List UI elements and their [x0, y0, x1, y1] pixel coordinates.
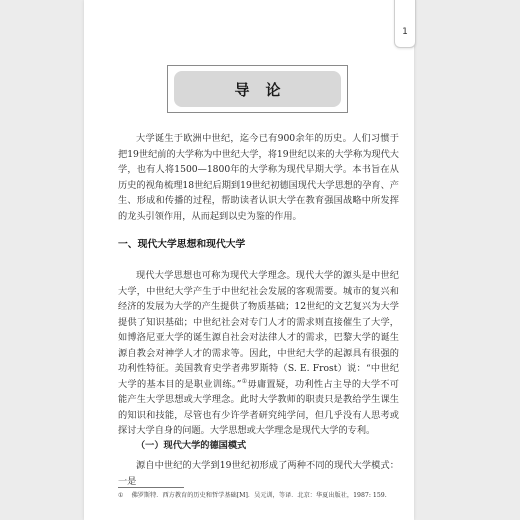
page-number-tab	[394, 0, 416, 48]
footnote-text: 佛罗斯特．西方教育的历史和哲学基础[M]．吴元训，等译．北京：华夏出版社，1987: 159.	[131, 492, 387, 499]
subsection-heading: （一）现代大学的德国模式	[136, 440, 247, 451]
footnote	[118, 491, 403, 500]
footnote-number: ①	[118, 492, 124, 499]
footnote-reference[interactable]: ①	[241, 377, 248, 385]
chapter-title-frame	[167, 65, 348, 113]
footnote-divider	[118, 487, 184, 488]
body-paragraph-1-part-a: 现代大学思想也可称为现代大学理念。现代大学的源头是中世纪大学，中世纪大学产生于中世纪社会发展的客观需要。城市的复兴和经济的发展为大学的产生提供了物质基础；12世纪的文艺复兴为大学提供了知识基础；中世纪社会对专门人才的需求则直接催生了大学，如博洛尼亚大学的诞生源自社会对法律人才的需求，巴黎大学的诞生源自教会对神学人才的需求等。因此，中世纪大学的起源具有很强的功利性特征。美国教育史学者弗罗斯特（S. E. Frost）说：“中世纪大学的基本目的是职业训练。”	[118, 270, 399, 390]
page-number: 1	[402, 27, 408, 37]
body-paragraph-1-part-b: 毋庸置疑，功利性占主导的大学不可能产生大学思想或大学理念。此时大学教师的职责只是教给学生课生的知识和技能，尽管也有少许学者研究纯学问，但几乎没有人思考或探讨大学自身的问题。大学思想或大学理念是现代大学的专利。	[118, 378, 399, 436]
body-paragraph-2: 源自中世纪的大学到19世纪初形成了两种不同的现代大学模式：一是	[118, 460, 399, 487]
chapter-title: 导论	[234, 80, 297, 99]
intro-paragraph: 大学诞生于欧洲中世纪，迄今已有900余年的历史。人们习惯于把19世纪前的大学称为中世纪大学，将19世纪以来的大学称为现代大学，也有人将1500—1800年的大学称为现代早期大学。本书旨在从历史的视角梳理18世纪后期到19世纪初德国现代大学思想的孕育、产生、形成和传播的过程，帮助读者认识大学在教育强国战略中所发挥的龙头引领作用，从而起到以史为鉴的作用。	[118, 133, 399, 222]
body-paragraph-1	[118, 268, 399, 439]
section-heading: 一、现代大学思想和现代大学	[118, 239, 246, 250]
chapter-title-box	[174, 71, 341, 107]
